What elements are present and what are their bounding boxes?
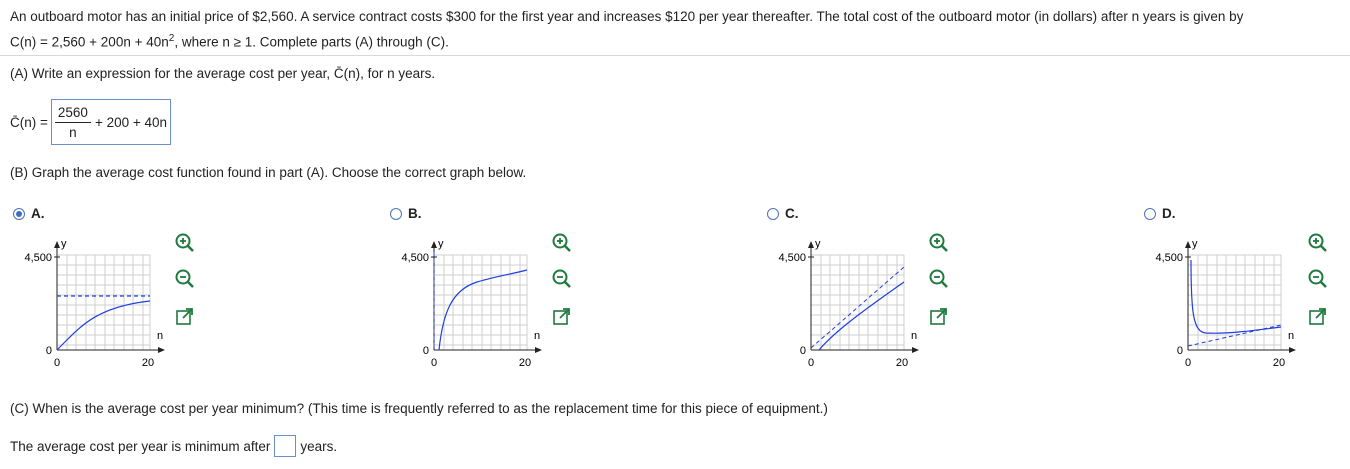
graph-b: [377, 232, 557, 372]
graph-d-y-zero: 0: [1176, 345, 1183, 357]
graph-a-x-arrow: [158, 347, 165, 353]
option-d-radio[interactable]: [1144, 208, 1156, 220]
replacement-time-input[interactable]: [274, 435, 296, 457]
graph-d-x-label: n: [1288, 330, 1295, 342]
graph-a-y-tick-label: 4,500: [24, 252, 52, 264]
option-b-radio[interactable]: [390, 208, 402, 220]
divider: [0, 55, 1350, 56]
zoom-in-icon[interactable]: [551, 232, 573, 254]
graph-c-y-label: y: [815, 238, 821, 250]
graph-a-x-tick-label: 20: [141, 357, 155, 369]
graph-c: [754, 232, 934, 372]
graph-d-x-zero: 0: [1184, 357, 1192, 369]
graph-d-y-tick-label: 4,500: [1155, 252, 1183, 264]
graph-c-x-zero: 0: [807, 357, 815, 369]
option-c-radio[interactable]: [767, 208, 779, 220]
graph-d-grid: [1188, 255, 1281, 350]
graph-b-x-arrow: [535, 347, 542, 353]
option-a-radio[interactable]: [13, 208, 25, 220]
option-d[interactable]: [1144, 206, 1176, 221]
graph-b-y-arrow: [431, 241, 437, 248]
part-b-prompt: (B) Graph the average cost function found in part (A). Choose the correct graph below.: [10, 165, 527, 180]
graph-b-curve: [439, 270, 527, 350]
graph-c-y-tick-label: 4,500: [778, 252, 806, 264]
part-c-answer-prefix: The average cost per year is minimum after: [10, 438, 271, 454]
graph-c-y-zero: 0: [799, 345, 806, 357]
popout-icon[interactable]: [928, 306, 950, 328]
graph-c-asymptote: [811, 267, 904, 348]
graph-c-x-tick-label: 20: [895, 357, 909, 369]
graph-b-x-zero: 0: [430, 357, 438, 369]
intro-line-1: An outboard motor has an initial price of $2,560. A service contract costs $300 for the first year and increases $120 per year thereafter. The total cost of the outboard motor (in dollars) after n years is given by: [10, 9, 1244, 24]
part-a-answer-row: [10, 98, 171, 146]
part-c-answer-row: [10, 435, 337, 457]
answer-rest: + 200 + 40n: [94, 114, 168, 130]
graph-d-x-arrow: [1289, 347, 1296, 353]
problem-intro: [10, 6, 1345, 54]
cost-formula: C(n) = 2,560 + 200n + 40n: [10, 34, 169, 50]
graph-b-grid: [434, 255, 527, 350]
popout-icon[interactable]: [174, 306, 196, 328]
graph-c-x-label: n: [911, 330, 918, 342]
option-d-label: D.: [1162, 206, 1176, 221]
average-cost-lhs: C̄(n) =: [10, 114, 48, 130]
option-c[interactable]: [767, 206, 799, 221]
exponent: 2: [168, 33, 175, 44]
graph-a-x-label: n: [157, 330, 164, 342]
part-a-answer-box[interactable]: [51, 99, 171, 145]
graph-a-y-label: y: [61, 238, 67, 250]
graph-d-y-arrow: [1185, 241, 1191, 248]
graph-c-curve: [819, 282, 904, 350]
zoom-in-icon[interactable]: [928, 232, 950, 254]
graph-b-y-label: y: [438, 238, 444, 250]
graph-d-x-tick-label: 20: [1272, 357, 1286, 369]
zoom-out-icon[interactable]: [1307, 268, 1329, 290]
option-b-label: B.: [408, 206, 422, 221]
graph-d: [1131, 232, 1311, 372]
option-b[interactable]: [390, 206, 422, 221]
graph-b-x-label: n: [534, 330, 541, 342]
graph-a-x-zero: 0: [53, 357, 61, 369]
part-c-answer-suffix: years.: [300, 438, 338, 454]
graph-a: [0, 232, 180, 372]
option-a-label: A.: [31, 206, 45, 221]
zoom-out-icon[interactable]: [551, 268, 573, 290]
graph-c-y-arrow: [808, 241, 814, 248]
part-a-prompt: (A) Write an expression for the average cost per year, C̄(n), for n years.: [10, 66, 436, 81]
popout-icon[interactable]: [551, 306, 573, 328]
graph-c-x-arrow: [912, 347, 919, 353]
graph-b-y-zero: 0: [422, 345, 429, 357]
graph-d-y-label: y: [1192, 238, 1198, 250]
answer-fraction: [55, 105, 91, 140]
part-c-prompt: (C) When is the average cost per year minimum? (This time is frequently referred to as the replacement time for this piece of equipment.): [10, 401, 828, 416]
zoom-in-icon[interactable]: [174, 232, 196, 254]
graph-a-y-zero: 0: [45, 345, 52, 357]
intro-line-2: [10, 28, 1345, 54]
zoom-out-icon[interactable]: [928, 268, 950, 290]
graph-b-x-tick-label: 20: [518, 357, 532, 369]
formula-condition: , where n ≥ 1. Complete parts (A) through (C).: [174, 34, 449, 50]
option-a[interactable]: [13, 206, 45, 221]
graph-a-y-arrow: [54, 241, 60, 248]
graph-b-y-tick-label: 4,500: [401, 252, 429, 264]
zoom-out-icon[interactable]: [174, 268, 196, 290]
answer-numerator: 2560: [55, 105, 91, 123]
option-c-label: C.: [785, 206, 799, 221]
graph-c-grid: [811, 255, 904, 350]
popout-icon[interactable]: [1307, 306, 1329, 328]
zoom-in-icon[interactable]: [1307, 232, 1329, 254]
answer-denominator: n: [69, 124, 77, 140]
